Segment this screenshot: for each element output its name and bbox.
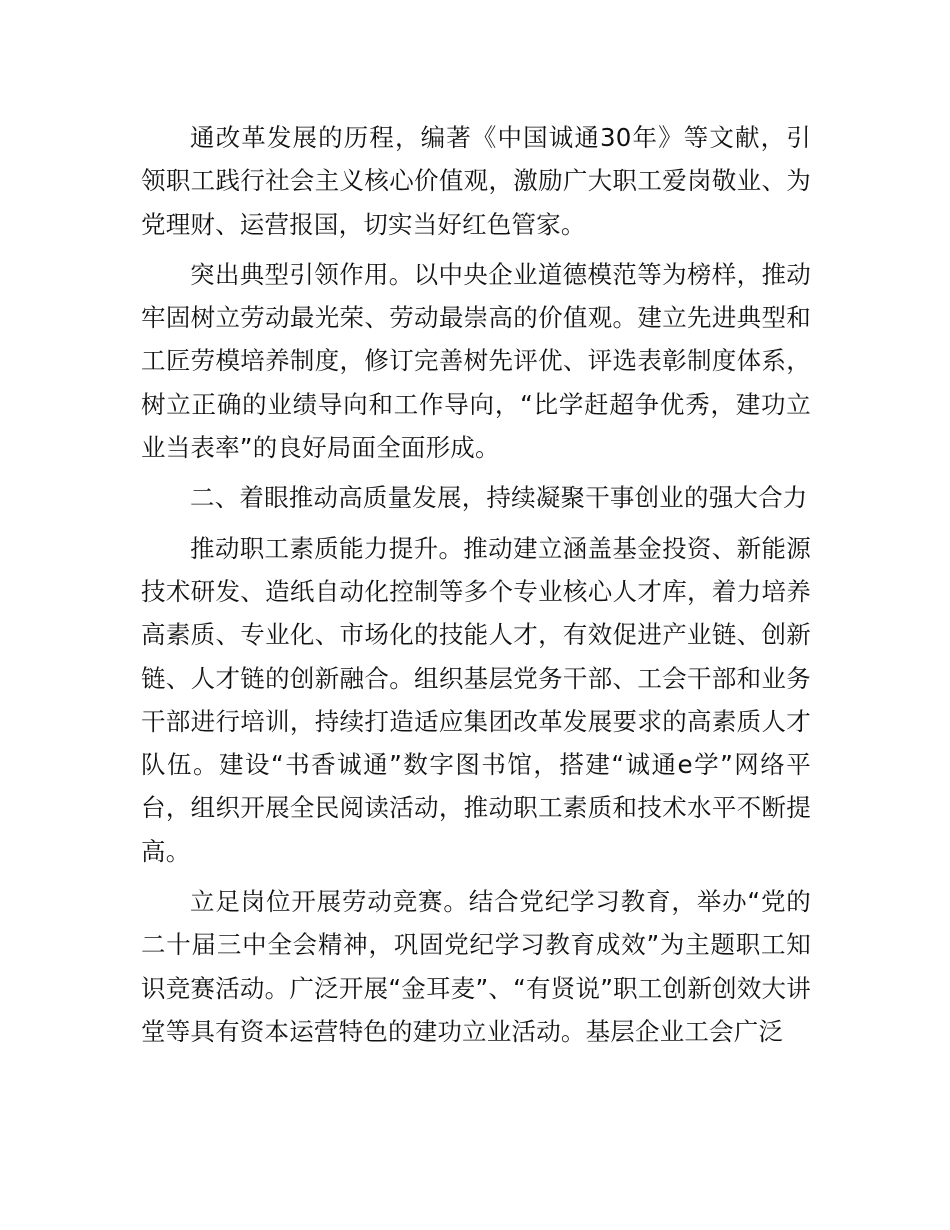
document-page [141, 116, 811, 1053]
paragraph-competition: 立足岗位开展劳动竞赛。结合党纪学习教育，举办“党的二十届三中全会精神，巩固党纪学习教育成效”为主题职工知识竞赛活动。广泛开展“金耳麦”、“有贤说”职工创新创效大讲堂等具有资本运营特色的建功立业活动。基层企业工会广泛 [141, 887, 811, 1046]
paragraph-skills: 推动职工素质能力提升。推动建立涵盖基金投资、新能源技术研发、造纸自动化控制等多个专业核心人才库，着力培养高素质、专业化、市场化的技能人才，有效促进产业链、创新链、人才链的创新融合。组织基层党务干部、工会干部和业务干部进行培训，持续打造适应集团改革发展要求的高素质人才队伍。建设“书香诚通”数字图书馆，搭建“诚通e学”网络平台，组织开展全民阅读活动，推动职工素质和技术水平不断提高。 [141, 533, 811, 866]
paragraph-role-models: 突出典型引领作用。以中央企业道德模范等为榜样，推动牢固树立劳动最光荣、劳动最崇高的价值观。建立先进典型和工匠劳模培养制度，修订完善树先评优、评选表彰制度体系，树立正确的业绩导向和工作导向，“比学赶超争优秀，建功立业当表率”的良好局面全面形成。 [141, 259, 811, 463]
paragraph-history: 通改革发展的历程，编著《中国诚通30年》等文献，引领职工践行社会主义核心价值观，激励广大职工爱岗敬业、为党理财、运营报国，切实当好红色管家。 [141, 123, 811, 239]
section-heading-2: 二、着眼推动高质量发展，持续凝聚干事创业的强大合力 [190, 483, 808, 513]
